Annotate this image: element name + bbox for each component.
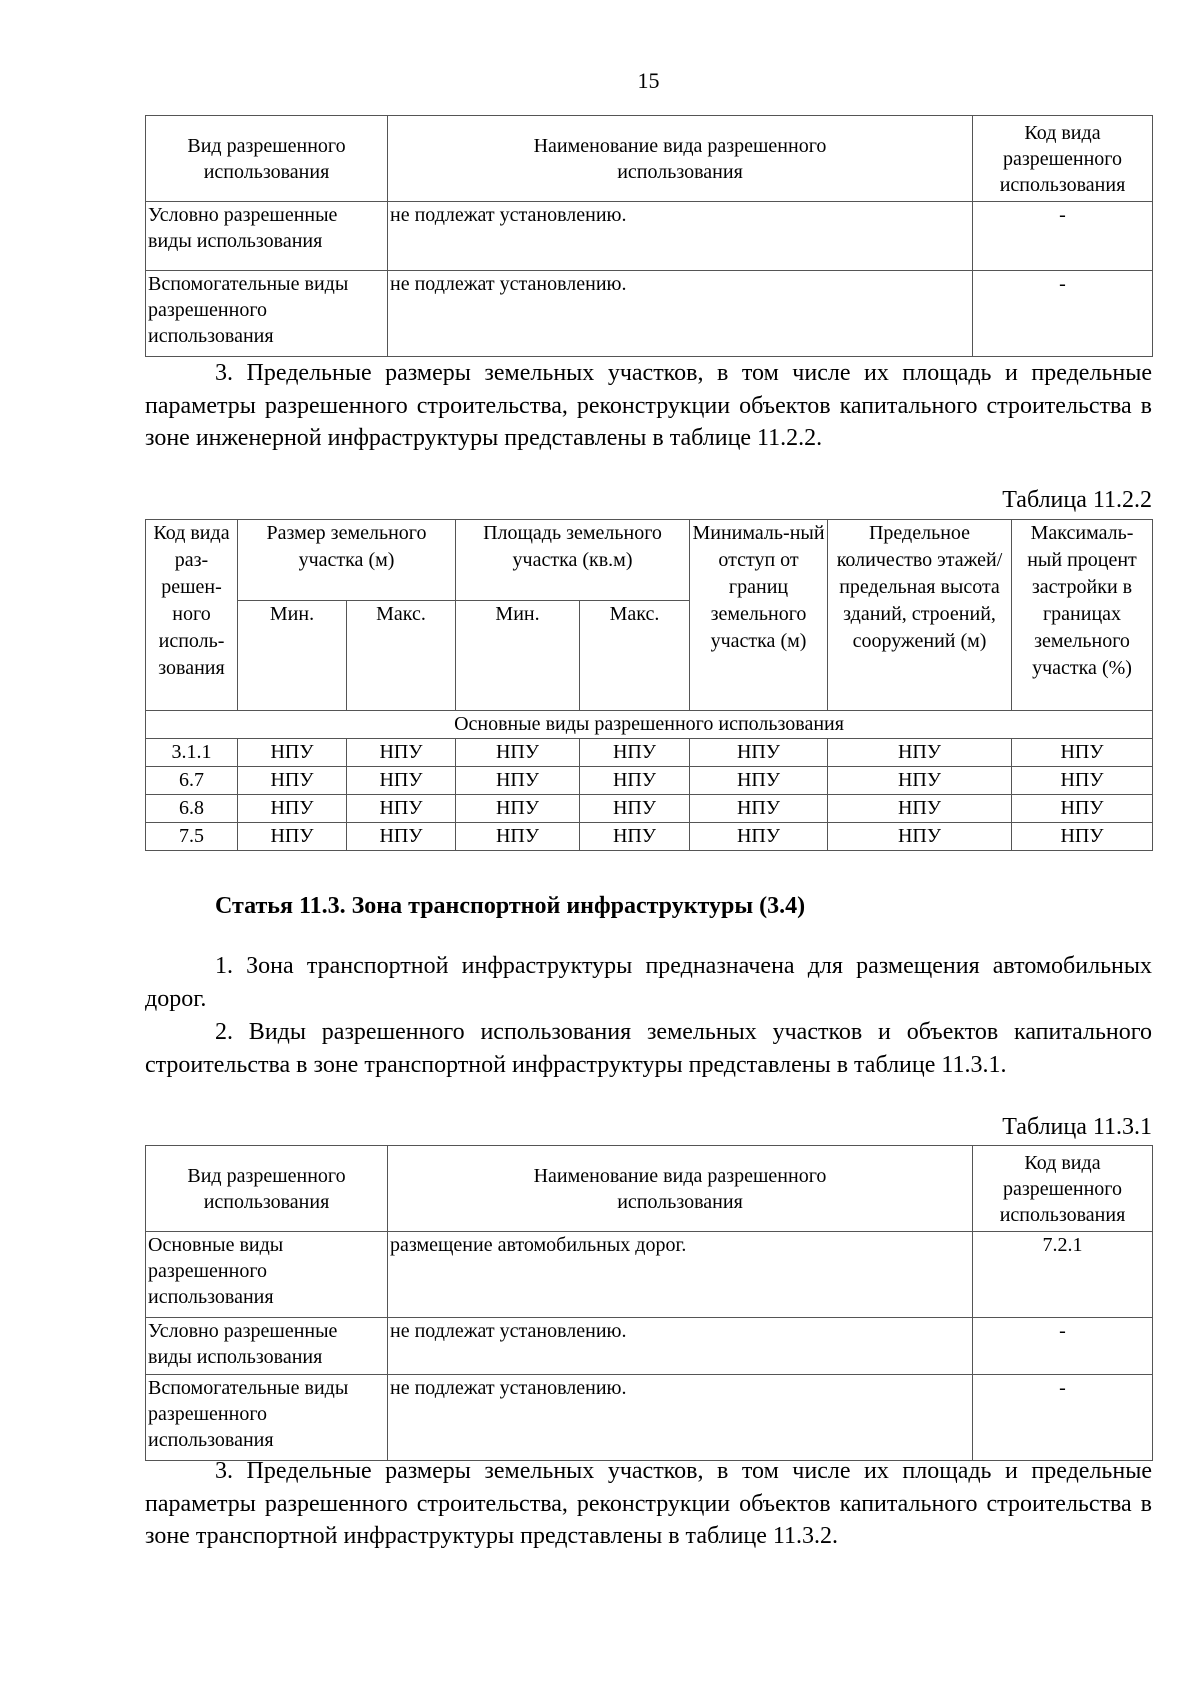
cell: НПУ <box>347 823 456 851</box>
header-kind: Вид разрешенного использования <box>146 1146 388 1232</box>
row-name: не подлежат установлению. <box>388 271 973 357</box>
cell: НПУ <box>828 795 1012 823</box>
paragraph-11-3-2: 2. Виды разрешенного использования земельных участков и объектов капитального строительства в зоне транспортной инфраструктуры представлены в таблице 11.3.1. <box>145 1019 1152 1078</box>
header-name: Наименование вида разрешенного использования <box>388 1146 973 1232</box>
row-kind: Условно разрешенные виды использования <box>146 202 388 271</box>
cell: НПУ <box>1012 823 1153 851</box>
cell: 6.8 <box>146 795 238 823</box>
row-name: не подлежат установлению. <box>388 1375 973 1461</box>
article-heading: Статья 11.3. Зона транспортной инфраструктуры (3.4) <box>215 893 806 919</box>
row-kind: Основные виды разрешенного использования <box>146 1232 388 1318</box>
table-row <box>146 271 1153 357</box>
header-area: Площадь земельного участка (кв.м) <box>456 520 690 601</box>
row-kind: Вспомогательные виды разрешенного использования <box>146 271 388 357</box>
cell: НПУ <box>828 739 1012 767</box>
header-code: Код вида разрешенного использования <box>973 1146 1153 1232</box>
cell: НПУ <box>238 823 347 851</box>
cell: НПУ <box>347 795 456 823</box>
cell: НПУ <box>347 739 456 767</box>
row-name: не подлежат установлению. <box>388 202 973 271</box>
table-caption-11-2-2: Таблица 11.2.2 <box>1002 487 1152 513</box>
paragraph-11-2-3: 3. Предельные размеры земельных участков, в том числе их площадь и предельные параметры разрешенного строительства, реконструкции объектов капитального строительства в зоне инженерной инфраструктуры представлены в таблице 11.2.2. <box>145 360 1152 452</box>
header-floors: Предельное количество этажей/ предельная высота зданий, строений, сооружений (м) <box>828 520 1012 711</box>
row-name: размещение автомобильных дорог. <box>388 1232 973 1318</box>
cell: НПУ <box>580 823 690 851</box>
cell: НПУ <box>238 795 347 823</box>
header-kind: Вид разрешенного использования <box>146 116 388 202</box>
table-row <box>146 1232 1153 1318</box>
cell: НПУ <box>456 823 580 851</box>
cell: НПУ <box>238 767 347 795</box>
row-code: - <box>973 1375 1153 1461</box>
params-table-11-2-2 <box>145 519 1153 851</box>
cell: НПУ <box>238 739 347 767</box>
table-row <box>146 739 1153 767</box>
section-row: Основные виды разрешенного использования <box>146 711 1153 739</box>
usage-table-11-3-1 <box>145 1145 1153 1461</box>
table-row <box>146 1375 1153 1461</box>
row-code: - <box>973 202 1153 271</box>
row-code: 7.2.1 <box>973 1232 1153 1318</box>
cell: НПУ <box>1012 739 1153 767</box>
cell: НПУ <box>690 767 828 795</box>
table-row <box>146 202 1153 271</box>
cell: НПУ <box>456 795 580 823</box>
usage-table-continued <box>145 115 1153 357</box>
cell: НПУ <box>828 823 1012 851</box>
header-size: Размер земельного участка (м) <box>238 520 456 601</box>
cell: НПУ <box>690 739 828 767</box>
cell: НПУ <box>456 767 580 795</box>
cell: НПУ <box>580 767 690 795</box>
page-number: 15 <box>637 68 660 93</box>
header-area-max: Макс. <box>580 601 690 711</box>
cell: НПУ <box>1012 795 1153 823</box>
table-row <box>146 1318 1153 1375</box>
cell: НПУ <box>1012 767 1153 795</box>
header-area-min: Мин. <box>456 601 580 711</box>
cell: НПУ <box>580 795 690 823</box>
header-code: Код вида раз-решен-ного исполь-зования <box>146 520 238 711</box>
header-size-max: Макс. <box>347 601 456 711</box>
header-name: Наименование вида разрешенного использования <box>388 116 973 202</box>
paragraph-11-3-1: 1. Зона транспортной инфраструктуры предназначена для размещения автомобильных дорог. <box>145 953 1152 1012</box>
cell: НПУ <box>347 767 456 795</box>
cell: НПУ <box>690 795 828 823</box>
table-row <box>146 823 1153 851</box>
header-min-offset: Минималь-ный отступ от границ земельного участка (м) <box>690 520 828 711</box>
row-kind: Вспомогательные виды разрешенного использования <box>146 1375 388 1461</box>
cell: НПУ <box>828 767 1012 795</box>
table-row <box>146 795 1153 823</box>
table-row <box>146 767 1153 795</box>
header-code: Код вида разрешенного использования <box>973 116 1153 202</box>
cell: НПУ <box>456 739 580 767</box>
row-code: - <box>973 1318 1153 1375</box>
cell: 6.7 <box>146 767 238 795</box>
cell: 7.5 <box>146 823 238 851</box>
cell: НПУ <box>580 739 690 767</box>
cell: НПУ <box>690 823 828 851</box>
header-size-min: Мин. <box>238 601 347 711</box>
cell: 3.1.1 <box>146 739 238 767</box>
row-name: не подлежат установлению. <box>388 1318 973 1375</box>
paragraph-11-3-3: 3. Предельные размеры земельных участков, в том числе их площадь и предельные параметры разрешенного строительства, реконструкции объектов капитального строительства в зоне транспортной инфраструктуры представлены в таблице 11.3.2. <box>145 1458 1152 1550</box>
row-kind: Условно разрешенные виды использования <box>146 1318 388 1375</box>
header-max-percent: Максималь-ный процент застройки в границах земельного участка (%) <box>1012 520 1153 711</box>
row-code: - <box>973 271 1153 357</box>
table-caption-11-3-1: Таблица 11.3.1 <box>1002 1114 1152 1140</box>
